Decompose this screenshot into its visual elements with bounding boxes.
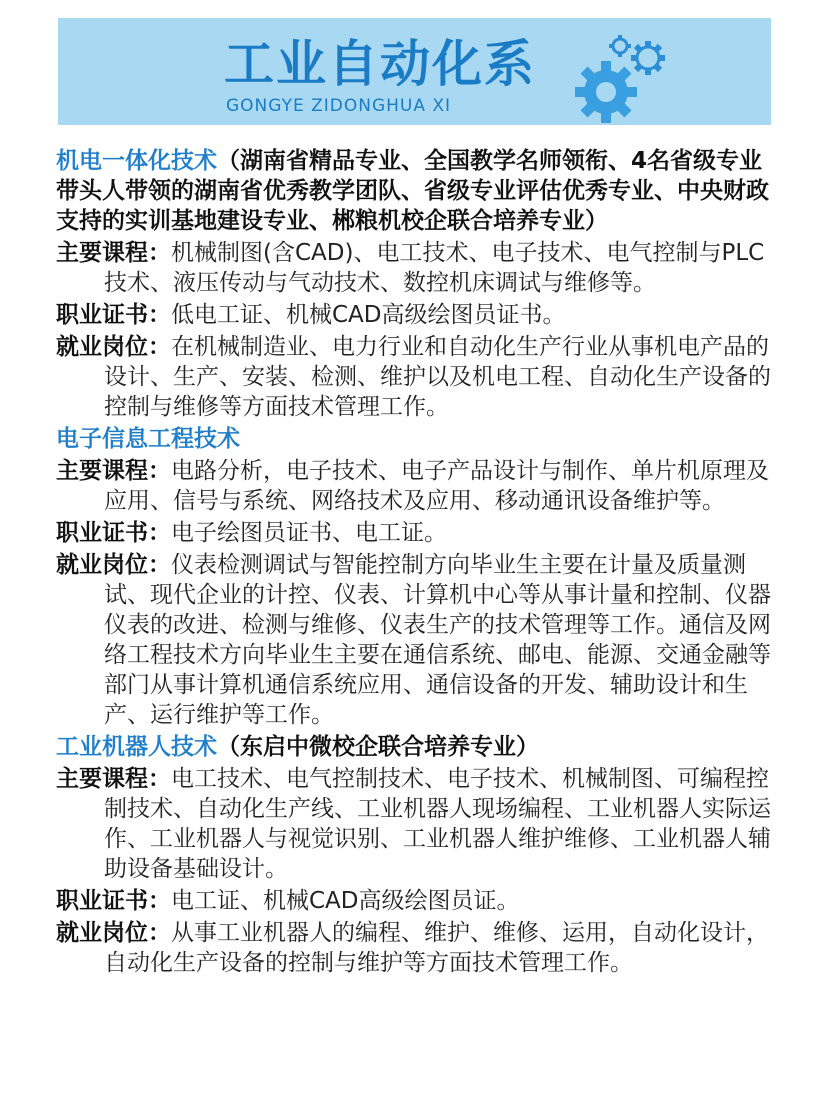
major-note: （湖南省精品专业、全国教学名师领衔、4名省级专业带头人带领的湖南省优秀教学团队、省级专业评估优秀专业、中央财政支持的实训基地建设专业、郴粮机校企联合培养专业） [56,148,769,234]
certificates-text: 电工证、机械CAD高级绘图员证。 [171,888,520,914]
courses-row [56,456,771,516]
major-section [56,732,771,978]
header-banner [58,18,771,125]
courses-label: 主要课程： [56,766,171,792]
major-heading [56,732,771,762]
majors-list [56,146,771,980]
major-heading [56,424,771,454]
courses-text: 机械制图(含CAD)、电工技术、电子技术、电气控制与PLC技术、液压传动与气动技术、数控机床调试与维修等。 [104,240,765,296]
jobs-label: 就业岗位： [56,552,171,578]
certificates-row [56,300,771,330]
jobs-row [56,918,771,978]
courses-label: 主要课程： [56,240,171,266]
certificates-row [56,518,771,548]
jobs-text: 仪表检测调试与智能控制方向毕业生主要在计量及质量测试、现代企业的计控、仪表、计算机中心等从事计量和控制、仪器仪表的改进、检测与维修、仪表生产的技术管理等工作。通信及网络工程技术方向毕业生主要在通信系统、邮电、能源、交通金融等部门从事计算机通信系统应用、通信设备的开发、辅助设计和生产、运行维护等工作。 [104,552,771,728]
jobs-label: 就业岗位： [56,920,171,946]
courses-label: 主要课程： [56,458,171,484]
gears-icon [520,24,670,124]
jobs-row [56,550,771,730]
department-title: 工业自动化系 [224,35,536,93]
major-name: 电子信息工程技术 [56,426,240,452]
certificates-text: 电子绘图员证书、电工证。 [171,520,447,546]
major-heading [56,146,771,236]
certificates-label: 职业证书： [56,888,171,914]
courses-text: 电路分析，电子技术、电子产品设计与制作、单片机原理及应用、信号与系统、网络技术及应用、移动通讯设备维护等。 [104,458,769,514]
jobs-row [56,332,771,422]
certificates-text: 低电工证、机械CAD高级绘图员证书。 [171,302,566,328]
department-subtitle: GONGYE ZIDONGHUA XI [226,96,452,116]
courses-row [56,238,771,298]
jobs-label: 就业岗位： [56,334,171,360]
certificates-label: 职业证书： [56,302,171,328]
major-section [56,424,771,730]
jobs-text: 从事工业机器人的编程、维护、维修、运用，自动化设计，自动化生产设备的控制与维护等方面技术管理工作。 [104,920,769,976]
major-note: （东启中微校企联合培养专业） [217,734,539,760]
courses-row [56,764,771,884]
courses-text: 电工技术、电气控制技术、电子技术、机械制图、可编程控制技术、自动化生产线、工业机器人现场编程、工业机器人实际运作、工业机器人与视觉识别、工业机器人维护维修、工业机器人辅助设备基础设计。 [104,766,771,882]
certificates-row [56,886,771,916]
jobs-text: 在机械制造业、电力行业和自动化生产行业从事机电产品的设计、生产、安装、检测、维护以及机电工程、自动化生产设备的控制与维修等方面技术管理工作。 [104,334,771,420]
major-name: 工业机器人技术 [56,734,217,760]
major-name: 机电一体化技术 [56,148,217,174]
certificates-label: 职业证书： [56,520,171,546]
major-section [56,146,771,422]
